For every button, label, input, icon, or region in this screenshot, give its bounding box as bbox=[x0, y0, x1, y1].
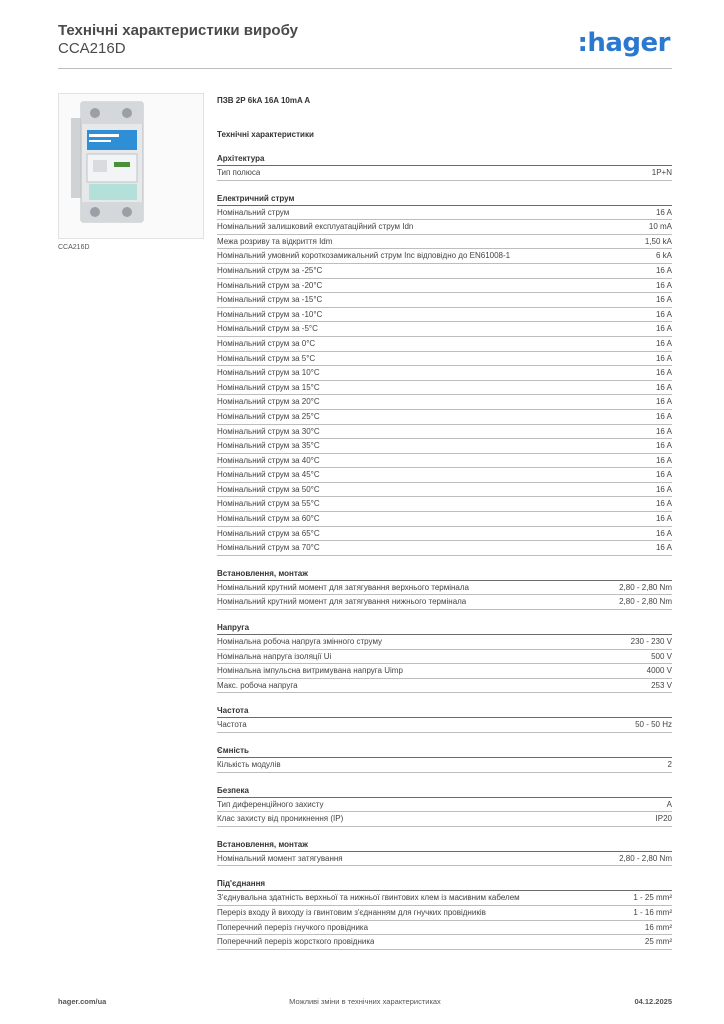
footer-website[interactable]: hager.com/ua bbox=[58, 997, 107, 1006]
spec-content bbox=[217, 95, 672, 950]
spec-label: Поперечний переріз жорсткого провідника bbox=[217, 937, 375, 947]
spec-label: Номінальна напруга ізоляції Ui bbox=[217, 651, 332, 661]
spec-label: Тип полюса bbox=[217, 168, 261, 177]
spec-row bbox=[217, 308, 672, 323]
spec-value: A bbox=[666, 799, 672, 809]
spec-row bbox=[217, 635, 672, 650]
spec-row bbox=[217, 352, 672, 367]
spec-value: 2 bbox=[667, 760, 672, 769]
spec-value: 16 A bbox=[655, 324, 672, 334]
spec-row bbox=[217, 249, 672, 264]
spec-label: Номінальний струм за 30°C bbox=[217, 426, 320, 436]
spec-value: 16 A bbox=[655, 411, 672, 421]
spec-value: 16 A bbox=[655, 265, 672, 275]
spec-label: Номінальний струм за -15°C bbox=[217, 295, 323, 305]
spec-section bbox=[217, 622, 672, 693]
spec-row bbox=[217, 595, 672, 610]
spec-value: 1 - 25 mm² bbox=[633, 893, 672, 903]
product-code: CCA216D bbox=[58, 40, 126, 57]
spec-row bbox=[217, 581, 672, 596]
spec-label: Номінальний крутний момент для затягування нижнього термінала bbox=[217, 597, 467, 607]
spec-value: 16 A bbox=[655, 441, 672, 451]
spec-label: Номінальний крутний момент для затягування верхнього термінала bbox=[217, 582, 469, 592]
section-title: Електричний струм bbox=[217, 193, 672, 206]
spec-value: 16 A bbox=[655, 528, 672, 538]
section-title: Встановлення, монтаж bbox=[217, 568, 672, 581]
page-header bbox=[58, 22, 678, 58]
spec-label: Номінальний струм за -25°C bbox=[217, 265, 323, 275]
spec-value: 230 - 230 V bbox=[630, 637, 672, 647]
spec-value: 16 A bbox=[655, 338, 672, 348]
spec-value: 1 - 16 mm² bbox=[633, 907, 672, 917]
spec-row bbox=[217, 497, 672, 512]
spec-value: 16 A bbox=[655, 309, 672, 319]
spec-value: 4000 V bbox=[646, 666, 672, 676]
spec-row bbox=[217, 439, 672, 454]
spec-value: 10 mA bbox=[648, 222, 672, 232]
spec-row bbox=[217, 468, 672, 483]
spec-label: Номінальний струм за 25°C bbox=[217, 411, 320, 421]
spec-label: Номінальний струм за 0°C bbox=[217, 338, 316, 348]
section-title: Встановлення, монтаж bbox=[217, 839, 672, 852]
spec-section bbox=[217, 785, 672, 827]
spec-value: 16 A bbox=[655, 397, 672, 407]
spec-heading: Технічні характеристики bbox=[217, 130, 314, 139]
spec-value: 2,80 - 2,80 Nm bbox=[619, 597, 672, 607]
spec-label: З'єднувальна здатність верхньої та нижньої гвинтових клем із масивним кабелем bbox=[217, 893, 520, 903]
section-title: Напруга bbox=[217, 622, 672, 635]
spec-label: Номінальний струм за 20°C bbox=[217, 397, 320, 407]
spec-value: 16 A bbox=[655, 514, 672, 524]
spec-value: 16 A bbox=[655, 207, 672, 217]
spec-value: 16 A bbox=[655, 484, 672, 494]
spec-label: Номінальний струм bbox=[217, 207, 290, 217]
spec-value: 16 A bbox=[655, 426, 672, 436]
product-name: ПЗВ 2Р 6kA 16A 10mA A bbox=[217, 96, 311, 105]
spec-row bbox=[217, 454, 672, 469]
page-title: Технічні характеристики виробу bbox=[58, 22, 298, 39]
spec-section bbox=[217, 568, 672, 610]
spec-label: Номінальний струм за 55°C bbox=[217, 499, 320, 509]
spec-row bbox=[217, 322, 672, 337]
spec-label: Номінальний залишковий експлуатаційний струм Idn bbox=[217, 222, 414, 232]
spec-row bbox=[217, 395, 672, 410]
spec-section bbox=[217, 745, 672, 773]
spec-row bbox=[217, 541, 672, 556]
spec-value: 16 A bbox=[655, 543, 672, 553]
spec-row bbox=[217, 664, 672, 679]
section-title: Безпека bbox=[217, 785, 672, 798]
spec-label: Переріз входу й виходу із гвинтовим з'єднанням для гнучких провідників bbox=[217, 907, 486, 917]
spec-section bbox=[217, 839, 672, 867]
spec-row bbox=[217, 381, 672, 396]
spec-row bbox=[217, 935, 672, 950]
spec-value: IP20 bbox=[655, 814, 672, 824]
spec-label: Номінальний струм за 50°C bbox=[217, 484, 320, 494]
spec-row bbox=[217, 293, 672, 308]
spec-label: Номінальний струм за 65°C bbox=[217, 528, 320, 538]
spec-label: Номінальний струм за 40°C bbox=[217, 455, 320, 465]
spec-label: Номінальний струм за 10°C bbox=[217, 368, 320, 378]
spec-row bbox=[217, 921, 672, 936]
spec-label: Номінальна імпульсна витримувана напруга Uimp bbox=[217, 666, 403, 676]
spec-value: 16 A bbox=[655, 295, 672, 305]
spec-value: 16 A bbox=[655, 470, 672, 480]
spec-row bbox=[217, 650, 672, 665]
spec-label: Номінальний струм за -5°C bbox=[217, 324, 318, 334]
spec-value: 2,80 - 2,80 Nm bbox=[619, 582, 672, 592]
spec-value: 16 mm² bbox=[644, 922, 672, 932]
spec-value: 253 V bbox=[651, 680, 672, 690]
spec-row bbox=[217, 798, 672, 813]
spec-sections bbox=[217, 153, 672, 950]
spec-row bbox=[217, 220, 672, 235]
spec-row bbox=[217, 527, 672, 542]
spec-label: Номінальна робоча напруга змінного струму bbox=[217, 637, 383, 647]
spec-label: Номінальний струм за 60°C bbox=[217, 514, 320, 524]
spec-label: Кількість модулів bbox=[217, 760, 281, 769]
spec-section bbox=[217, 878, 672, 949]
product-image-caption: CCA216D bbox=[58, 244, 90, 251]
spec-row bbox=[217, 906, 672, 921]
spec-row bbox=[217, 512, 672, 527]
spec-row bbox=[217, 366, 672, 381]
spec-row bbox=[217, 812, 672, 827]
section-title: Архітектура bbox=[217, 153, 672, 166]
section-title: Під'єднання bbox=[217, 878, 672, 891]
spec-section bbox=[217, 705, 672, 733]
spec-row bbox=[217, 852, 672, 867]
spec-value: 1P+N bbox=[651, 168, 672, 177]
spec-label: Номінальний момент затягування bbox=[217, 853, 343, 863]
spec-label: Тип диференційного захисту bbox=[217, 799, 324, 809]
spec-label: Номінальний струм за 70°C bbox=[217, 543, 320, 553]
spec-row bbox=[217, 718, 672, 733]
spec-value: 16 A bbox=[655, 382, 672, 392]
spec-label: Поперечний переріз гнучкого провідника bbox=[217, 922, 369, 932]
spec-row bbox=[217, 235, 672, 250]
spec-value: 500 V bbox=[651, 651, 672, 661]
section-title: Ємність bbox=[217, 745, 672, 758]
section-title: Частота bbox=[217, 705, 672, 718]
product-image bbox=[58, 93, 204, 239]
spec-value: 1,50 kA bbox=[644, 236, 672, 246]
spec-row bbox=[217, 758, 672, 773]
header-divider bbox=[58, 68, 672, 69]
spec-label: Клас захисту від проникнення (IP) bbox=[217, 814, 344, 824]
spec-row bbox=[217, 279, 672, 294]
spec-row bbox=[217, 166, 672, 181]
spec-label: Частота bbox=[217, 720, 247, 730]
footer-notice: Можливі зміни в технічних характеристиках bbox=[289, 997, 441, 1006]
spec-value: 16 A bbox=[655, 499, 672, 509]
spec-label: Номінальний струм за -10°C bbox=[217, 309, 323, 319]
spec-row bbox=[217, 891, 672, 906]
spec-section bbox=[217, 153, 672, 181]
spec-value: 16 A bbox=[655, 353, 672, 363]
spec-row bbox=[217, 483, 672, 498]
spec-section bbox=[217, 193, 672, 556]
spec-label: Макс. робоча напруга bbox=[217, 680, 298, 690]
spec-value: 25 mm² bbox=[644, 937, 672, 947]
spec-row bbox=[217, 410, 672, 425]
spec-label: Номінальний струм за 45°C bbox=[217, 470, 320, 480]
spec-label: Номінальний струм за -20°C bbox=[217, 280, 323, 290]
spec-row bbox=[217, 264, 672, 279]
spec-label: Межа розриву та відкриття Idm bbox=[217, 236, 333, 246]
spec-label: Номінальний струм за 15°C bbox=[217, 382, 320, 392]
spec-row bbox=[217, 206, 672, 221]
spec-value: 16 A bbox=[655, 455, 672, 465]
spec-value: 2,80 - 2,80 Nm bbox=[619, 853, 672, 863]
spec-label: Номінальний струм за 5°C bbox=[217, 353, 316, 363]
spec-value: 50 - 50 Hz bbox=[635, 720, 672, 730]
spec-value: 16 A bbox=[655, 368, 672, 378]
hager-logo: :hager bbox=[577, 28, 670, 58]
spec-row bbox=[217, 337, 672, 352]
footer-date: 04.12.2025 bbox=[634, 997, 672, 1006]
spec-value: 16 A bbox=[655, 280, 672, 290]
spec-label: Номінальний струм за 35°C bbox=[217, 441, 320, 451]
spec-label: Номінальний умовний короткозамикальний струм Inc відповідно до EN61008-1 bbox=[217, 251, 511, 261]
spec-row bbox=[217, 679, 672, 694]
spec-row bbox=[217, 425, 672, 440]
spec-value: 6 kA bbox=[655, 251, 672, 261]
